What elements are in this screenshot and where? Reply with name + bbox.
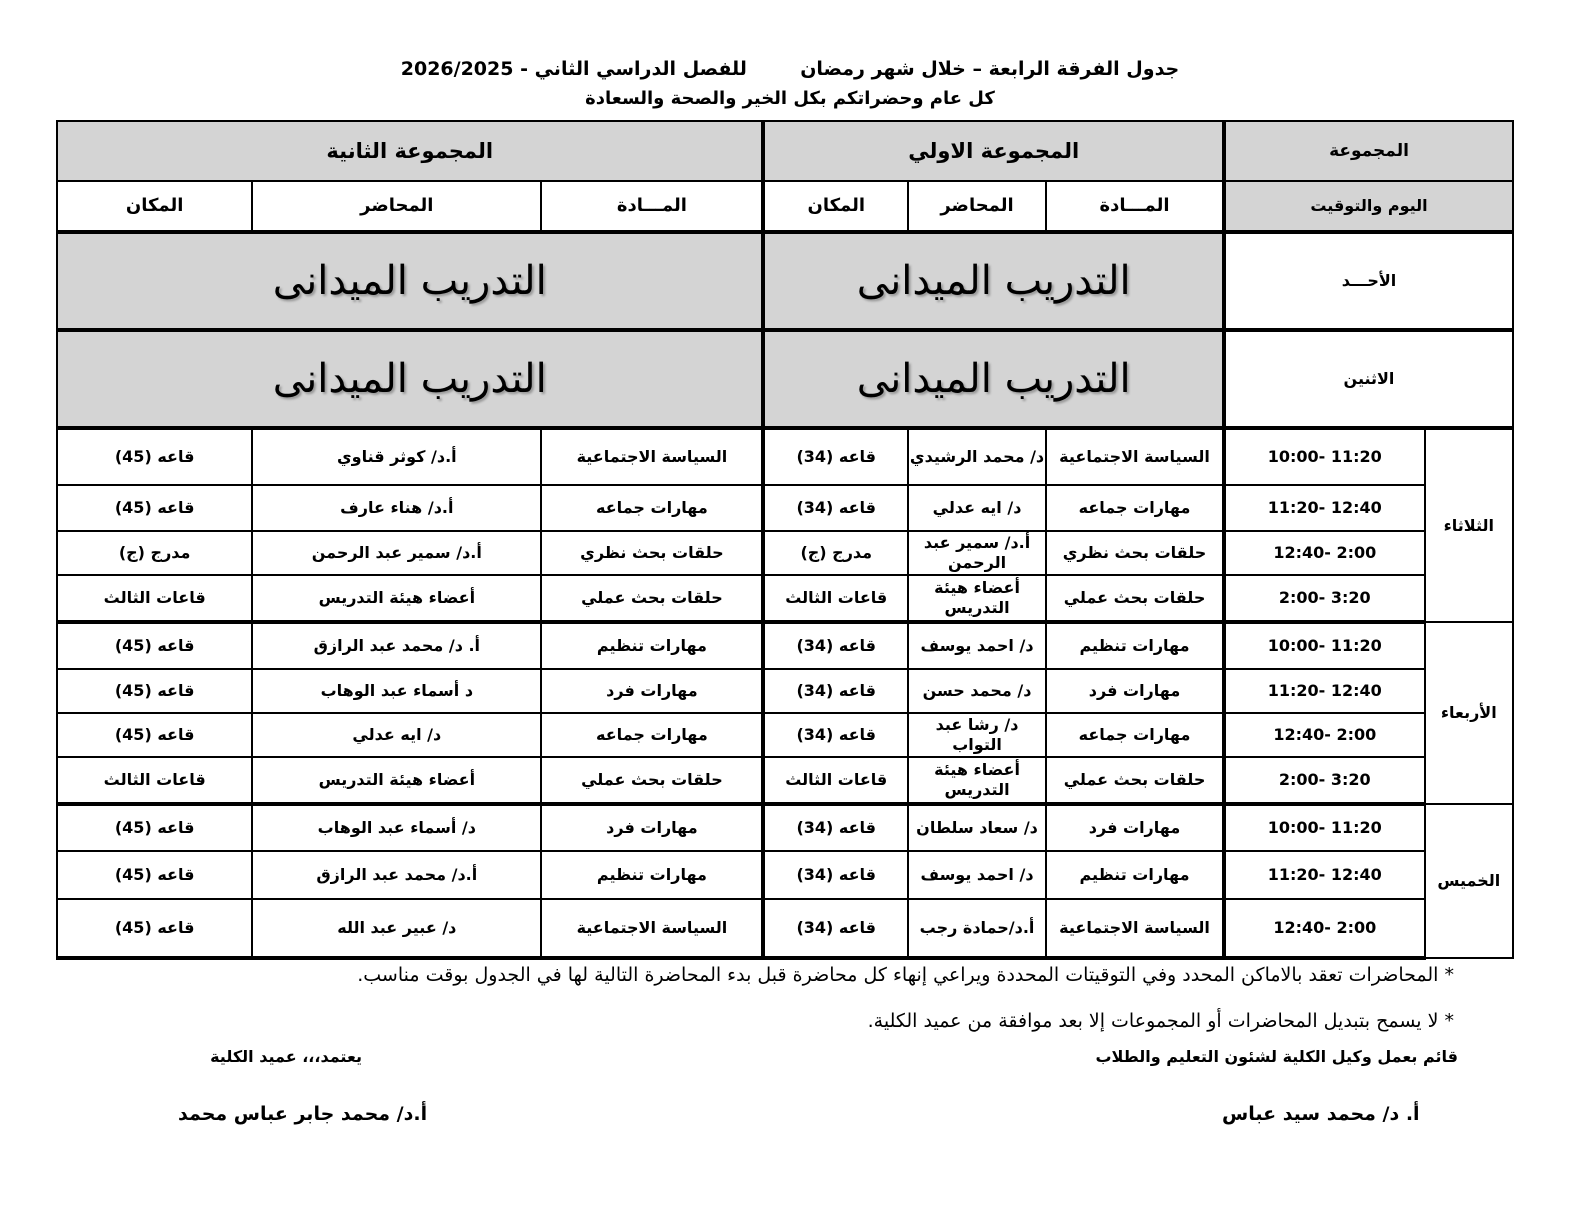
- table-row: [57, 899, 1513, 958]
- g2-place: قاعه (45): [57, 804, 252, 851]
- title-part-2: للفصل الدراسي الثاني - 2026/2025: [400, 58, 747, 80]
- g1-subject: حلقات بحث عملي: [1046, 575, 1224, 622]
- g1-lecturer: أعضاء هيئة التدريس: [908, 575, 1046, 622]
- schedule-title: [380, 58, 1200, 80]
- tuesday-block: [57, 428, 1513, 622]
- time-slot: 11:20- 12:40: [1224, 485, 1425, 531]
- g1-place: قاعه (34): [763, 804, 908, 851]
- g2-lecturer: أ.د/ محمد عبد الرازق: [252, 851, 541, 899]
- g2-subject: مهارات فرد: [541, 804, 763, 851]
- g2-lecturer: أعضاء هيئة التدريس: [252, 757, 541, 804]
- g1-lecturer-header: المحاضر: [908, 181, 1046, 232]
- table-row: [57, 485, 1513, 531]
- g1-place: مدرج (ج): [763, 531, 908, 575]
- schedule-table: [56, 120, 1514, 960]
- g1-place: قاعات الثالث: [763, 757, 908, 804]
- g2-place: قاعه (45): [57, 899, 252, 958]
- g1-place: قاعه (34): [763, 851, 908, 899]
- title-part-1: جدول الفرقة الرابعة – خلال شهر رمضان: [800, 58, 1180, 80]
- g2-subject-header: المـــادة: [541, 181, 763, 232]
- g2-place: قاعات الثالث: [57, 757, 252, 804]
- g1-subject: مهارات جماعه: [1046, 485, 1224, 531]
- g2-subject: مهارات جماعه: [541, 713, 763, 757]
- g1-place: قاعات الثالث: [763, 575, 908, 622]
- time-slot: 10:00- 11:20: [1224, 622, 1425, 669]
- g1-lecturer: د/ محمد حسن: [908, 669, 1046, 713]
- dean-title-approve: يعتمد،،،: [302, 1047, 362, 1066]
- day-tuesday: الثلاثاء: [1425, 428, 1513, 622]
- g2-place: قاعه (45): [57, 485, 252, 531]
- g1-lecturer: أعضاء هيئة التدريس: [908, 757, 1046, 804]
- g1-subject: مهارات جماعه: [1046, 713, 1224, 757]
- g2-subject: السياسة الاجتماعية: [541, 428, 763, 485]
- time-slot: 12:40- 2:00: [1224, 531, 1425, 575]
- g2-subject: مهارات تنظيم: [541, 622, 763, 669]
- g2-lecturer: د/ عبير عبد الله: [252, 899, 541, 958]
- g1-lecturer: د/ سعاد سلطان: [908, 804, 1046, 851]
- time-slot: 11:20- 12:40: [1224, 669, 1425, 713]
- g2-subject: مهارات تنظيم: [541, 851, 763, 899]
- g1-subject: حلقات بحث عملي: [1046, 757, 1224, 804]
- g2-subject: حلقات بحث نظري: [541, 531, 763, 575]
- g2-subject: حلقات بحث عملي: [541, 757, 763, 804]
- group-1-header: المجموعة الاولي: [763, 121, 1224, 181]
- g2-place: قاعه (45): [57, 713, 252, 757]
- g2-place-header: المكان: [57, 181, 252, 232]
- g2-lecturer: د/ أسماء عبد الوهاب: [252, 804, 541, 851]
- table-row: [57, 622, 1513, 669]
- g1-lecturer: د/ محمد الرشيدي: [908, 428, 1046, 485]
- day-thursday: الخميس: [1425, 804, 1513, 958]
- g2-lecturer: د/ ايه عدلي: [252, 713, 541, 757]
- g2-place: قاعه (45): [57, 669, 252, 713]
- g1-place: قاعه (34): [763, 485, 908, 531]
- g2-place: قاعات الثالث: [57, 575, 252, 622]
- g1-place-header: المكان: [763, 181, 908, 232]
- table-row: [57, 804, 1513, 851]
- g1-subject: حلقات بحث نظري: [1046, 531, 1224, 575]
- dean-name: أ.د/ محمد جابر عباس محمد: [178, 1103, 428, 1125]
- time-slot: 10:00- 11:20: [1224, 428, 1425, 485]
- time-slot: 12:40- 2:00: [1224, 899, 1425, 958]
- g1-place: قاعه (34): [763, 669, 908, 713]
- g1-place: قاعه (34): [763, 713, 908, 757]
- g1-subject-header: المـــادة: [1046, 181, 1224, 232]
- g1-place: قاعه (34): [763, 899, 908, 958]
- dean-title: [202, 1047, 362, 1066]
- table-row: [57, 575, 1513, 622]
- g1-lecturer: د/ احمد يوسف: [908, 622, 1046, 669]
- vice-dean-name: أ. د/ محمد سيد عباس: [1222, 1103, 1420, 1125]
- table-row: [57, 851, 1513, 899]
- group-2-header: المجموعة الثانية: [57, 121, 763, 181]
- g1-subject: السياسة الاجتماعية: [1046, 899, 1224, 958]
- g2-sunday-training: التدريب الميدانى: [57, 232, 763, 330]
- dean-title-dean: عميد الكلية: [210, 1047, 297, 1066]
- thursday-block: [57, 804, 1513, 958]
- g2-subject: حلقات بحث عملي: [541, 575, 763, 622]
- g2-place: قاعه (45): [57, 622, 252, 669]
- note-2: * لا يسمح بتبديل المحاضرات أو المجموعات إلا بعد موافقة من عميد الكلية.: [867, 1010, 1454, 1032]
- g2-lecturer: د أسماء عبد الوهاب: [252, 669, 541, 713]
- table-row: [57, 669, 1513, 713]
- table-row: [57, 713, 1513, 757]
- g2-place: قاعه (45): [57, 428, 252, 485]
- g2-lecturer: أعضاء هيئة التدريس: [252, 575, 541, 622]
- g1-lecturer: د/ رشا عبد التواب: [908, 713, 1046, 757]
- table-row: [57, 531, 1513, 575]
- g2-lecturer-header: المحاضر: [252, 181, 541, 232]
- g1-lecturer: أ.د/ سمير عبد الرحمن: [908, 531, 1046, 575]
- g1-lecturer: د/ ايه عدلي: [908, 485, 1046, 531]
- g2-place: مدرج (ج): [57, 531, 252, 575]
- schedule-subtitle: كل عام وحضراتكم بكل الخير والصحة والسعادة: [585, 88, 995, 109]
- g1-subject: مهارات فرد: [1046, 669, 1224, 713]
- g1-subject: مهارات تنظيم: [1046, 622, 1224, 669]
- g1-subject: السياسة الاجتماعية: [1046, 428, 1224, 485]
- g2-lecturer: أ.د/ كوثر قناوي: [252, 428, 541, 485]
- g1-lecturer: د/ احمد يوسف: [908, 851, 1046, 899]
- day-sunday: الأحـــد: [1224, 232, 1513, 330]
- g1-monday-training: التدريب الميدانى: [763, 330, 1224, 428]
- day-monday: الاثنين: [1224, 330, 1513, 428]
- g1-place: قاعه (34): [763, 622, 908, 669]
- table-row: [57, 428, 1513, 485]
- g2-monday-training: التدريب الميدانى: [57, 330, 763, 428]
- g2-lecturer: أ. د/ محمد عبد الرازق: [252, 622, 541, 669]
- note-1: * المحاضرات تعقد بالاماكن المحدد وفي التوقيتات المحددة ويراعي إنهاء كل محاضرة قبل بدء المحاضرة التالية لها في الجدول بوقت مناسب.: [357, 964, 1454, 986]
- vice-dean-title: قائم بعمل وكيل الكلية لشئون التعليم والطلاب: [1095, 1047, 1458, 1066]
- time-slot: 12:40- 2:00: [1224, 713, 1425, 757]
- time-slot: 2:00- 3:20: [1224, 575, 1425, 622]
- time-slot: 2:00- 3:20: [1224, 757, 1425, 804]
- g2-place: قاعه (45): [57, 851, 252, 899]
- time-slot: 11:20- 12:40: [1224, 851, 1425, 899]
- g2-subject: السياسة الاجتماعية: [541, 899, 763, 958]
- g2-lecturer: أ.د/ هناء عارف: [252, 485, 541, 531]
- group-label: المجموعة: [1224, 121, 1513, 181]
- g1-subject: مهارات تنظيم: [1046, 851, 1224, 899]
- wednesday-block: [57, 622, 1513, 804]
- g1-lecturer: أ.د/حمادة رجب: [908, 899, 1046, 958]
- g1-place: قاعه (34): [763, 428, 908, 485]
- g2-subject: مهارات فرد: [541, 669, 763, 713]
- time-slot: 10:00- 11:20: [1224, 804, 1425, 851]
- day-wednesday: الأربعاء: [1425, 622, 1513, 804]
- g1-subject: مهارات فرد: [1046, 804, 1224, 851]
- g1-sunday-training: التدريب الميدانى: [763, 232, 1224, 330]
- table-row: [57, 757, 1513, 804]
- day-time-label: اليوم والتوقيت: [1224, 181, 1513, 232]
- g2-subject: مهارات جماعه: [541, 485, 763, 531]
- g2-lecturer: أ.د/ سمير عبد الرحمن: [252, 531, 541, 575]
